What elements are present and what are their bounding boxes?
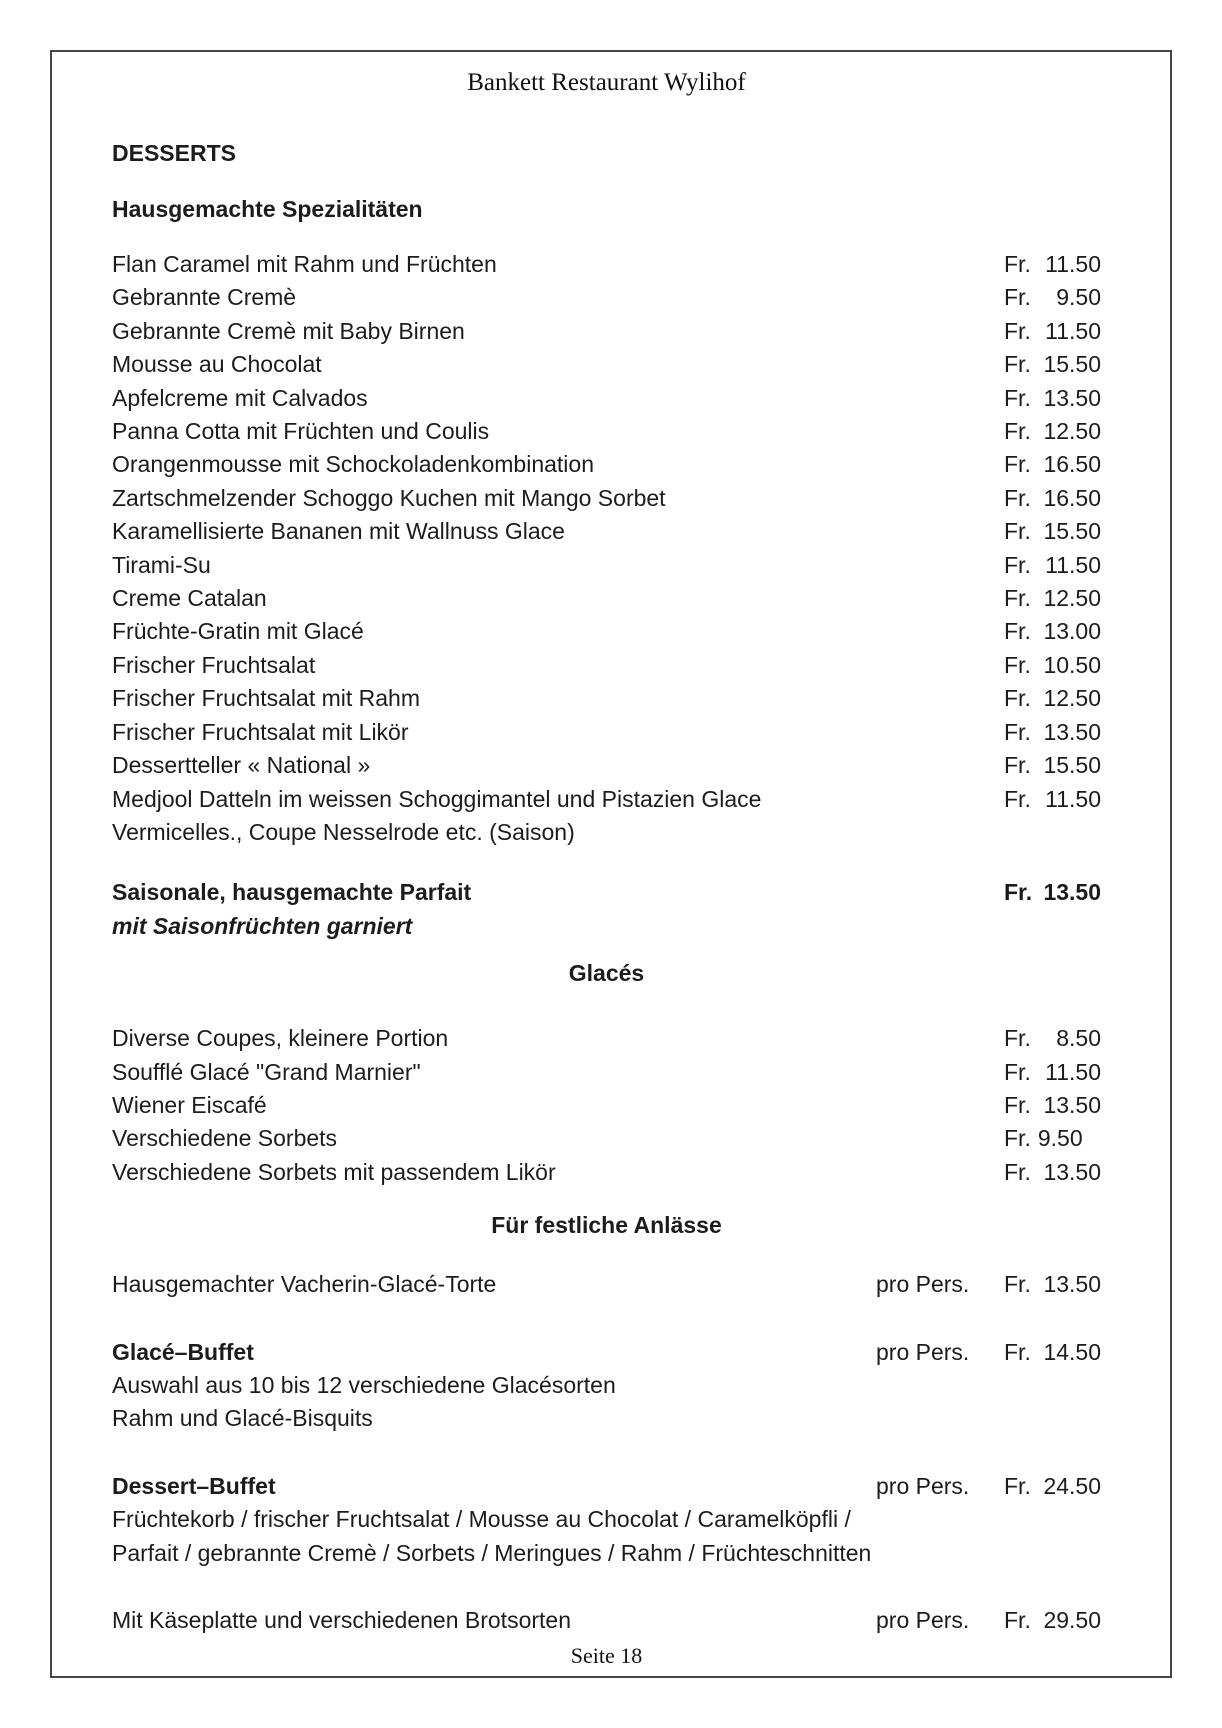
price-currency: Fr.	[1004, 785, 1031, 812]
section-specialties	[112, 193, 1101, 849]
price-currency: Fr.	[1004, 1058, 1031, 1085]
per-person-label: pro Pers.	[876, 1472, 970, 1499]
item-name: Soufflé Glacé "Grand Marnier"	[112, 1058, 421, 1085]
menu-item-row	[112, 482, 1101, 515]
price-currency: Fr.	[1004, 418, 1031, 445]
menu-item-row	[112, 816, 1101, 849]
menu-item-row	[112, 1604, 1101, 1637]
section-parfait	[112, 876, 1101, 943]
price-amount: 24.50	[1043, 1472, 1101, 1499]
menu-item-row	[112, 382, 1101, 415]
item-price	[1004, 1268, 1101, 1301]
price-amount: 12.50	[1043, 418, 1101, 445]
item-name: Creme Catalan	[112, 585, 267, 612]
section-glaces	[112, 957, 1101, 1189]
item-price	[1004, 281, 1101, 314]
price-amount: 10.50	[1043, 651, 1101, 678]
item-name: Medjool Datteln im weissen Schoggimantel und Pistazien Glace	[112, 785, 762, 812]
item-name: Diverse Coupes, kleinere Portion	[112, 1025, 449, 1052]
item-name: Karamellisierte Bananen mit Wallnuss Glace	[112, 518, 565, 545]
price-amount: 13.50	[1043, 1271, 1101, 1298]
price-amount: 13.50	[1043, 1158, 1101, 1185]
price-currency: Fr.	[1004, 618, 1031, 645]
price-currency: Fr.	[1004, 879, 1033, 906]
menu-item-row	[112, 649, 1101, 682]
item-price	[1004, 1056, 1101, 1089]
price-amount: 11.50	[1045, 251, 1101, 277]
price-currency: Fr.	[1004, 1472, 1031, 1499]
item-name: mit Saisonfrüchten garniert	[112, 912, 413, 939]
menu-item-row	[112, 549, 1101, 582]
item-name: Gebrannte Cremè mit Baby Birnen	[112, 317, 465, 344]
price-amount: 11.50	[1045, 551, 1101, 578]
price-amount: 11.50	[1045, 785, 1101, 812]
menu-item-row	[112, 749, 1101, 782]
specialties-rows	[112, 248, 1101, 849]
price-amount: 29.50	[1043, 1607, 1101, 1633]
price-amount: 12.50	[1043, 685, 1101, 712]
menu-item-row	[112, 248, 1101, 281]
menu-item-row	[112, 910, 1101, 943]
item-price	[1004, 783, 1101, 816]
item-price	[1004, 248, 1101, 281]
item-price	[1004, 549, 1101, 582]
menu-item-row	[112, 1268, 1101, 1301]
item-price	[1004, 582, 1101, 615]
item-name: Frischer Fruchtsalat mit Rahm	[112, 685, 421, 712]
item-name: Auswahl aus 10 bis 12 verschiedene Glacésorten	[112, 1371, 616, 1398]
price-currency: Fr.	[1004, 1158, 1031, 1185]
menu-item-row	[112, 1056, 1101, 1089]
menu-item-row	[112, 582, 1101, 615]
price-amount: 13.50	[1043, 879, 1101, 906]
item-price	[1004, 415, 1101, 448]
menu-item-row	[112, 1503, 1101, 1536]
price-currency: Fr.	[1004, 1091, 1031, 1118]
price-amount: 16.50	[1043, 484, 1101, 511]
menu-item-row	[112, 448, 1101, 481]
price-currency: Fr.	[1004, 317, 1031, 344]
item-name: Frischer Fruchtsalat mit Likör	[112, 718, 409, 745]
item-price	[1004, 482, 1101, 515]
price-currency: Fr.	[1004, 1338, 1031, 1365]
menu-item-row	[112, 783, 1101, 816]
price-amount: 13.50	[1043, 1091, 1101, 1118]
menu-item-row	[112, 1402, 1101, 1435]
price-amount: 9.50	[1037, 1125, 1083, 1152]
item-price	[1004, 348, 1101, 381]
page-number: Seite 18	[570, 1643, 643, 1669]
item-price	[1004, 515, 1101, 548]
item-name: Hausgemachter Vacherin-Glacé-Torte	[112, 1271, 497, 1298]
item-name: Rahm und Glacé-Bisquits	[112, 1405, 373, 1432]
menu-item-row	[112, 1537, 1101, 1570]
item-name: Panna Cotta mit Früchten und Coulis	[112, 418, 490, 445]
item-name: Wiener Eiscafé	[112, 1091, 267, 1118]
price-currency: Fr.	[1004, 718, 1031, 745]
price-currency: Fr.	[1004, 1025, 1031, 1052]
section-festive	[112, 1209, 1101, 1637]
item-price	[1004, 1604, 1101, 1637]
menu-item-row	[112, 315, 1101, 348]
price-currency: Fr.	[1004, 351, 1031, 378]
menu-item-row	[112, 615, 1101, 648]
item-price	[1004, 448, 1101, 481]
item-price	[1004, 682, 1101, 715]
item-name: Dessert–Buffet	[112, 1472, 276, 1499]
section-heading-festive: Für festliche Anlässe	[491, 1212, 722, 1239]
per-person-label: pro Pers.	[876, 1271, 970, 1298]
price-amount: 15.50	[1043, 752, 1101, 779]
parfait-rows	[112, 876, 1101, 943]
item-price	[1004, 1470, 1101, 1503]
item-name: Glacé–Buffet	[112, 1338, 254, 1365]
price-amount: 15.50	[1043, 351, 1101, 378]
price-currency: Fr.	[1004, 518, 1031, 545]
item-price	[1004, 876, 1101, 909]
item-name: Mit Käseplatte und verschiedenen Brotsorten	[112, 1607, 571, 1633]
item-name: Verschiedene Sorbets mit passendem Likör	[112, 1158, 556, 1185]
item-price	[1004, 1122, 1101, 1155]
menu-item-row	[112, 515, 1101, 548]
item-name: Vermicelles., Coupe Nesselrode etc. (Saison)	[112, 818, 575, 845]
item-price	[1004, 1089, 1101, 1122]
price-amount: 11.50	[1045, 1058, 1101, 1085]
item-price	[1004, 315, 1101, 348]
price-amount: 16.50	[1043, 451, 1101, 478]
item-name: Verschiedene Sorbets	[112, 1125, 338, 1152]
menu-item-row	[112, 1122, 1101, 1155]
menu-item-row	[112, 1336, 1101, 1369]
menu-item-row	[112, 1369, 1101, 1402]
item-price	[1004, 1336, 1101, 1369]
menu-item-row	[112, 1156, 1101, 1189]
item-name: Orangenmousse mit Schockoladenkombination	[112, 451, 594, 478]
item-price	[1004, 1156, 1101, 1189]
price-currency: Fr.	[1004, 384, 1031, 411]
menu-item-row	[112, 682, 1101, 715]
price-currency: Fr.	[1004, 1607, 1031, 1633]
price-amount: 15.50	[1043, 518, 1101, 545]
item-price	[1004, 382, 1101, 415]
menu-item-row	[112, 348, 1101, 381]
price-currency: Fr.	[1004, 251, 1031, 277]
price-amount: 13.50	[1043, 718, 1101, 745]
item-name: Früchtekorb / frischer Fruchtsalat / Mousse au Chocolat / Caramelköpfli /	[112, 1506, 851, 1533]
menu-item-row	[112, 876, 1101, 909]
item-price	[1004, 1022, 1101, 1055]
item-name: Gebrannte Cremè	[112, 284, 297, 311]
item-price	[1004, 716, 1101, 749]
item-price	[1004, 649, 1101, 682]
per-person-label: pro Pers.	[876, 1338, 970, 1365]
festive-rows	[112, 1268, 1101, 1637]
price-currency: Fr.	[1004, 1125, 1031, 1152]
menu-item-row	[112, 716, 1101, 749]
section-heading-specialties: Hausgemachte Spezialitäten	[112, 196, 423, 222]
item-name: Apfelcreme mit Calvados	[112, 384, 368, 411]
section-heading-glaces: Glacés	[568, 960, 645, 987]
menu-item-row	[112, 1022, 1101, 1055]
menu-item-row	[112, 1089, 1101, 1122]
price-currency: Fr.	[1004, 451, 1031, 478]
price-amount: 13.00	[1043, 618, 1101, 645]
price-amount: 14.50	[1043, 1338, 1101, 1365]
per-person-label: pro Pers.	[876, 1607, 970, 1633]
item-name: Früchte-Gratin mit Glacé	[112, 618, 364, 645]
page-heading-desserts: DESSERTS	[112, 140, 236, 166]
price-currency: Fr.	[1004, 551, 1031, 578]
item-name: Flan Caramel mit Rahm und Früchten	[112, 251, 497, 277]
price-amount: 8.50	[1056, 1025, 1101, 1052]
page-border-frame	[50, 50, 1172, 1678]
item-name: Parfait / gebrannte Cremè / Sorbets / Meringues / Rahm / Früchteschnitten	[112, 1539, 872, 1566]
item-name: Frischer Fruchtsalat	[112, 651, 316, 678]
item-name: Dessertteller « National »	[112, 752, 371, 779]
price-currency: Fr.	[1004, 1271, 1031, 1298]
item-name: Mousse au Chocolat	[112, 351, 322, 378]
price-currency: Fr.	[1004, 585, 1031, 612]
item-name: Zartschmelzender Schoggo Kuchen mit Mango Sorbet	[112, 484, 666, 511]
price-currency: Fr.	[1004, 651, 1031, 678]
price-amount: 9.50	[1056, 284, 1101, 311]
item-name: Saisonale, hausgemachte Parfait	[112, 879, 472, 906]
item-price	[1004, 749, 1101, 782]
price-currency: Fr.	[1004, 484, 1031, 511]
restaurant-title: Bankett Restaurant Wylihof	[467, 69, 746, 96]
price-amount: 13.50	[1043, 384, 1101, 411]
menu-item-row	[112, 415, 1101, 448]
price-currency: Fr.	[1004, 685, 1031, 712]
menu-item-row	[112, 281, 1101, 314]
price-currency: Fr.	[1004, 284, 1031, 311]
price-amount: 12.50	[1043, 585, 1101, 612]
glaces-rows	[112, 1022, 1101, 1189]
item-name: Tirami-Su	[112, 551, 211, 578]
price-amount: 11.50	[1045, 317, 1101, 344]
price-currency: Fr.	[1004, 752, 1031, 779]
menu-item-row	[112, 1470, 1101, 1503]
item-price	[1004, 615, 1101, 648]
